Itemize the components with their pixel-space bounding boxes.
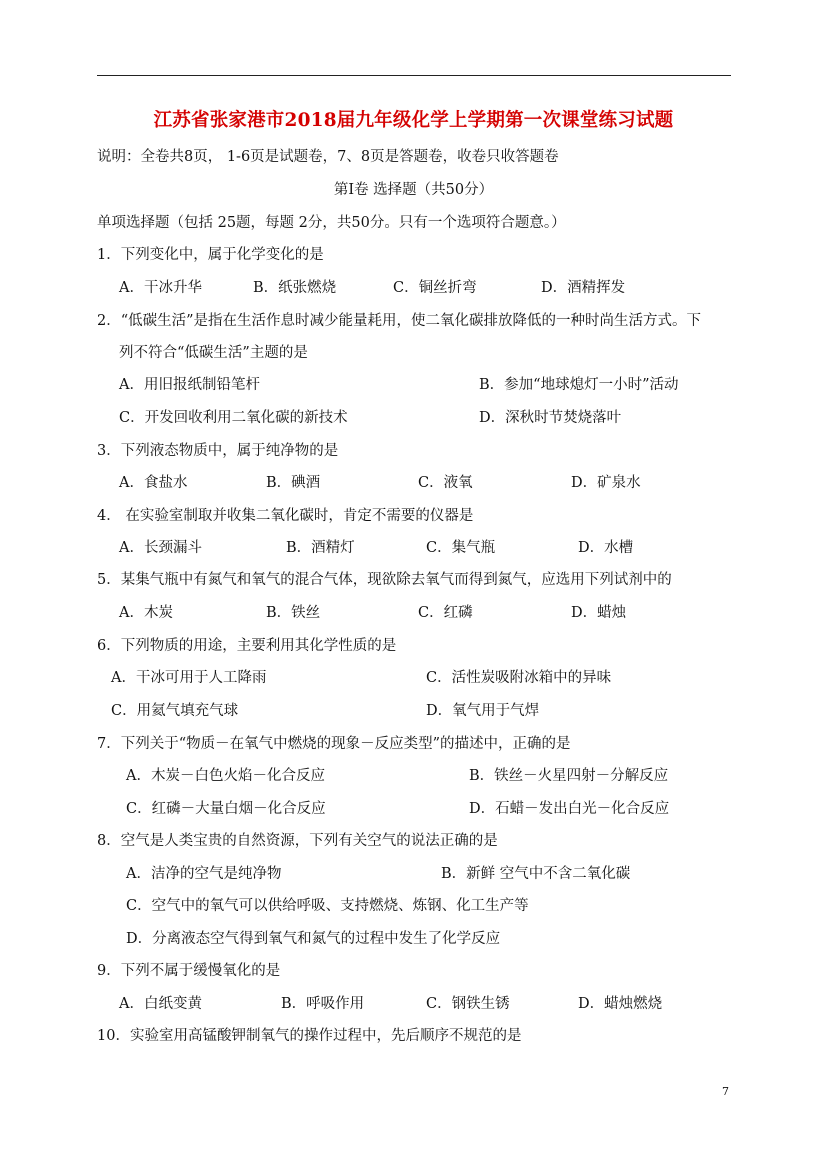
option: C．液氧 (418, 475, 473, 491)
option: D．蜡烛 (571, 605, 627, 621)
option: D．石蜡－发出白光－化合反应 (469, 801, 670, 817)
option: C．红磷－大量白烟－化合反应 (126, 801, 326, 817)
question-stem: 9．下列不属于缓慢氧化的是 (97, 963, 281, 979)
option: D．水槽 (578, 540, 634, 556)
page-number: 7 (722, 1085, 729, 1098)
option: A．干冰可用于人工降雨 (111, 670, 267, 686)
option: B．铁丝－火星四射－分解反应 (469, 768, 669, 784)
question-stem: 4． 在实验室制取并收集二氧化碳时，肯定不需要的仪器是 (97, 508, 474, 524)
option: A．用旧报纸制铅笔杆 (119, 377, 260, 393)
option: B．新鲜 空气中不含二氧化碳 (441, 866, 631, 882)
option: C．开发回收利用二氧化碳的新技术 (119, 410, 348, 426)
option: B．铁丝 (266, 605, 321, 621)
option: C．集气瓶 (426, 540, 496, 556)
question-stem: 10．实验室用高锰酸钾制氧气的操作过程中，先后顺序不规范的是 (97, 1028, 522, 1044)
option: A．白纸变黄 (119, 996, 202, 1012)
option: B．酒精灯 (286, 540, 355, 556)
option: B．纸张燃烧 (253, 280, 337, 296)
option: A．食盐水 (119, 475, 188, 491)
option: C．活性炭吸附冰箱中的异味 (426, 670, 612, 686)
option: A．长颈漏斗 (119, 540, 202, 556)
section-title: 第Ⅰ卷 选择题（共50分） (333, 182, 494, 198)
option: C．钢铁生锈 (426, 996, 510, 1012)
option: B．呼吸作用 (281, 996, 365, 1012)
option: C．铜丝折弯 (393, 280, 477, 296)
option: D．蜡烛燃烧 (578, 996, 663, 1012)
exam-note: 说明：全卷共8页， 1-6页是试题卷，7、8页是答题卷，收卷只收答题卷 (97, 149, 559, 165)
option: C．空气中的氧气可以供给呼吸、支持燃烧、炼钢、化工生产等 (126, 898, 529, 914)
question-stem: 2．“低碳生活”是指在生活作息时减少能量耗用，使二氧化碳排放降低的一种时尚生活方式。下 (97, 313, 702, 329)
question-stem: 8．空气是人类宝贵的自然资源，下列有关空气的说法正确的是 (97, 833, 498, 849)
question-stem: 5．某集气瓶中有氮气和氧气的混合气体，现欲除去氧气而得到氮气，应选用下列试剂中的 (97, 572, 672, 588)
option: A．木炭－白色火焰－化合反应 (126, 768, 325, 784)
question-stem: 7．下列关于“物质－在氧气中燃烧的现象－反应类型”的描述中，正确的是 (97, 736, 571, 752)
option: D．矿泉水 (571, 475, 641, 491)
question-stem: 1．下列变化中，属于化学变化的是 (97, 247, 324, 263)
instructions: 单项选择题（包括 25题，每题 2分，共50分。只有一个选项符合题意。） (97, 215, 566, 231)
option: C．用氦气填充气球 (111, 703, 239, 719)
option: D．深秋时节焚烧落叶 (479, 410, 622, 426)
question-stem: 3．下列液态物质中，属于纯净物的是 (97, 443, 339, 459)
option: B．碘酒 (266, 475, 321, 491)
question-stem-cont: 列不符合“低碳生活”主题的是 (119, 345, 308, 361)
document-title: 江苏省张家港市2018届九年级化学上学期第一次课堂练习试题 (153, 110, 674, 131)
option: D．分离液态空气得到氧气和氮气的过程中发生了化学反应 (126, 931, 501, 947)
option: B．参加“地球熄灯一小时”活动 (479, 377, 679, 393)
question-stem: 6．下列物质的用途，主要利用其化学性质的是 (97, 638, 397, 654)
option: A．洁净的空气是纯净物 (126, 866, 282, 882)
option: A．干冰升华 (119, 280, 202, 296)
option: D．氧气用于气焊 (426, 703, 540, 719)
header-rule (97, 75, 731, 76)
option: A．木炭 (119, 605, 173, 621)
option: D．酒精挥发 (541, 280, 626, 296)
option: C．红磷 (418, 605, 473, 621)
